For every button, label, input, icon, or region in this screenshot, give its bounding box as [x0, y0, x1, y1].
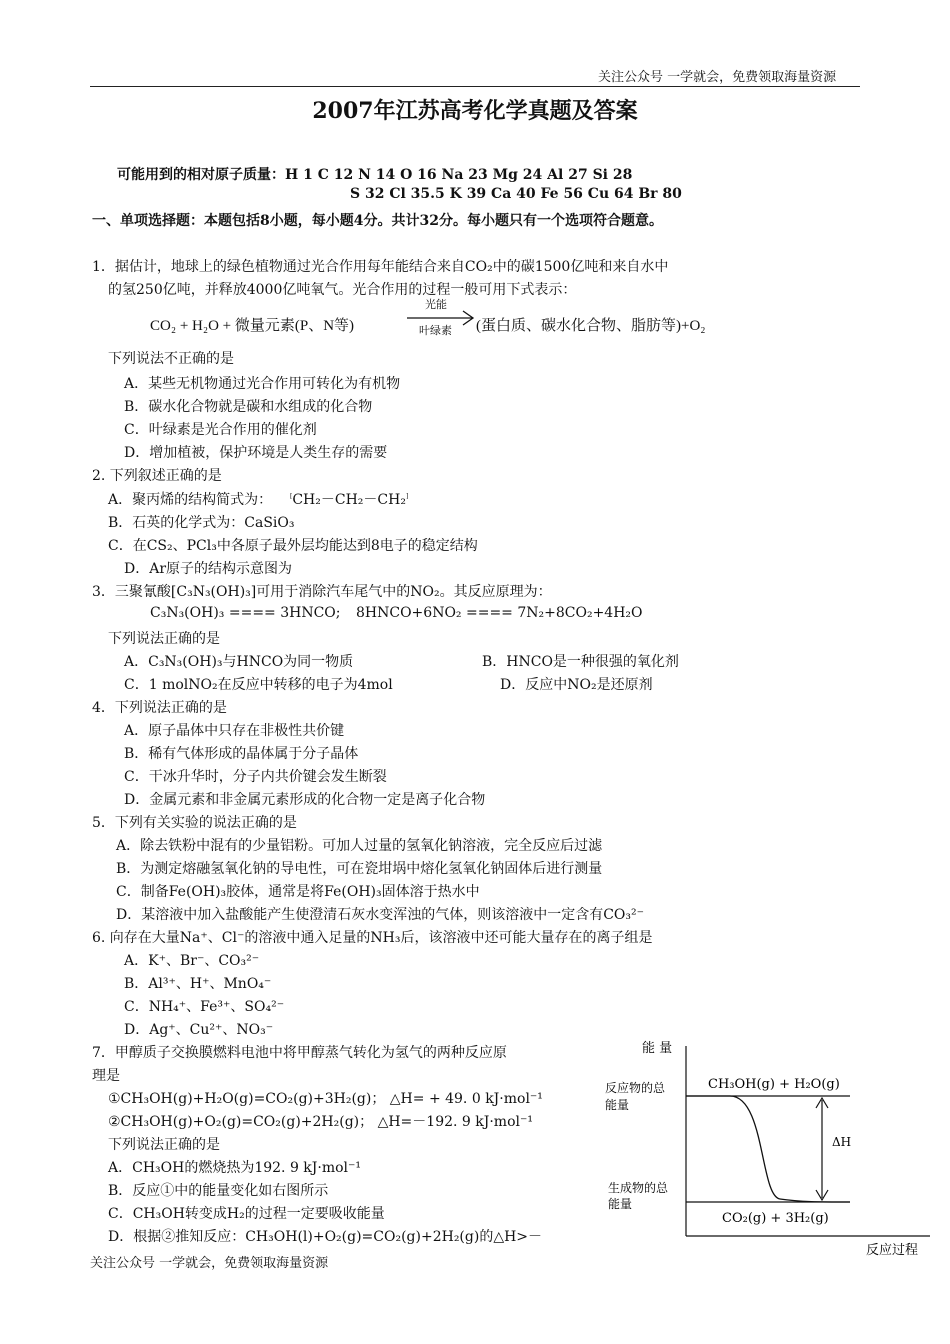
q7-line1: 7．甲醇质子交换膜燃料电池中将甲醇蒸气转化为氢气的两种反应原 — [92, 1045, 507, 1061]
q1-line1: 1．据估计，地球上的绿色植物通过光合作用每年能结合来自CO₂中的碳1500亿吨和来自水中 — [92, 259, 669, 275]
q6-stem: 6. 向存在大量Na⁺、Cl⁻的溶液中通入足量的NH₃后，该溶液中还可能大量存在的离子组是 — [92, 930, 653, 946]
q1-stem: 下列说法不正确的是 — [108, 351, 234, 367]
diagram-product-label-2: 能量 — [608, 1197, 633, 1211]
q2-option-a: A．聚丙烯的结构简式为： — [108, 492, 273, 508]
q7-option-d: D．根据②推知反应：CH₃OH(l)+O₂(g)=CO₂(g)+2H₂(g)的△H>－ — [108, 1229, 543, 1245]
q3-option-d: D．反应中NO₂是还原剂 — [500, 677, 653, 693]
q1-option-c: C．叶绿素是光合作用的催化剂 — [124, 422, 317, 438]
q4-stem: 4．下列说法正确的是 — [92, 700, 227, 716]
q3-option-a: A．C₃N₃(OH)₃与HNCO为同一物质 — [124, 654, 354, 670]
q1-equation-right: (蛋白质、碳水化合物、脂肪等)+O₂ — [476, 318, 706, 334]
section-heading: 一、单项选择题：本题包括8小题，每小题4分。共计32分。每小题只有一个选项符合题意。 — [92, 213, 663, 229]
q4-option-c: C．干冰升华时，分子内共价键会发生断裂 — [124, 769, 387, 785]
q7-line2: 理是 — [92, 1068, 120, 1084]
diagram-products: CO₂(g) + 3H₂(g) — [722, 1211, 829, 1226]
diagram-xlabel: 反应过程 — [866, 1243, 919, 1258]
q3-equation-2: 8HNCO+6NO₂ ==== 7N₂+8CO₂+4H₂O — [356, 605, 643, 621]
diagram-reactant-label-2: 能量 — [605, 1098, 630, 1112]
q4-option-d: D．金属元素和非金属元素形成的化合物一定是离子化合物 — [124, 792, 486, 808]
q2-option-d: D．Ar原子的结构示意图为 — [124, 561, 293, 577]
q1-reaction-arrow — [405, 296, 475, 338]
q5-option-c: C．制备Fe(OH)₃胶体，通常是将Fe(OH)₃固体溶于热水中 — [116, 884, 480, 900]
page-title: 2007年江苏高考化学真题及答案 — [312, 98, 638, 124]
q3-option-c: C．1 molNO₂在反应中转移的电子为4mol — [124, 677, 393, 693]
energy-diagram — [600, 1036, 940, 1266]
bracket-left-icon: [ — [290, 493, 293, 500]
diagram-ylabel: 能 量 — [642, 1041, 673, 1056]
q6-option-d: D．Ag⁺、Cu²⁺、NO₃⁻ — [124, 1022, 274, 1038]
q2-option-a-formula: [CH₂－CH₂－CH₂] — [290, 492, 409, 508]
q5-option-b: B．为测定熔融氢氧化钠的导电性，可在瓷坩埚中熔化氢氧化钠固体后进行测量 — [116, 861, 603, 877]
q6-option-c: C．NH₄⁺、Fe³⁺、SO₄²⁻ — [124, 999, 285, 1015]
q2-option-b: B．石英的化学式为：CaSiO₃ — [108, 515, 295, 531]
q2-stem: 2. 下列叙述正确的是 — [92, 468, 222, 484]
header-rule — [90, 86, 860, 87]
diagram-energy-curve — [686, 1096, 850, 1202]
diagram-reactants: CH₃OH(g) + H₂O(g) — [708, 1077, 840, 1092]
q5-option-d: D．某溶液中加入盐酸能产生使澄清石灰水变浑浊的气体，则该溶液中一定含有CO₃²⁻ — [116, 907, 645, 923]
q1-option-a: A．某些无机物通过光合作用可转化为有机物 — [124, 376, 401, 392]
diagram-reactant-label-1: 反应物的总 — [605, 1081, 666, 1095]
q4-option-a: A．原子晶体中只存在非极性共价键 — [124, 723, 345, 739]
q1-equation-left: CO₂ + H₂O + 微量元素(P、N等) — [150, 318, 355, 334]
q3-option-b: B．HNCO是一种很强的氧化剂 — [482, 654, 679, 670]
diagram-product-label-1: 生成物的总 — [608, 1181, 669, 1195]
atomic-masses-line2: S 32 Cl 35.5 K 39 Ca 40 Fe 56 Cu 64 Br 80 — [350, 186, 682, 202]
q3-equation-1: C₃N₃(OH)₃ ==== 3HNCO; — [150, 605, 341, 621]
q5-stem: 5．下列有关实验的说法正确的是 — [92, 815, 297, 831]
q3-stem: 3．三聚氰酸[C₃N₃(OH)₃]可用于消除汽车尾气中的NO₂。其反应原理为： — [92, 584, 552, 600]
diagram-dh-label: ΔH — [832, 1135, 852, 1149]
q7-option-c: C．CH₃OH转变成H₂的过程一定要吸收能量 — [108, 1206, 385, 1222]
atomic-masses-line1: 可能用到的相对原子质量：H 1 C 12 N 14 O 16 Na 23 Mg 24 Al 27 Si 28 — [117, 167, 633, 183]
arrow-label-top: 光能 — [425, 298, 447, 311]
q7-reaction-2: ②CH₃OH(g)+O₂(g)=CO₂(g)+2H₂(g)； △H=－192. 9 kJ·mol⁻¹ — [108, 1114, 533, 1130]
q3-sub: 下列说法正确的是 — [108, 631, 220, 647]
header-note: 关注公众号 一学就会，免费领取海量资源 — [598, 70, 837, 85]
footer-note: 关注公众号 一学就会，免费领取海量资源 — [90, 1256, 329, 1271]
q4-option-b: B．稀有气体形成的晶体属于分子晶体 — [124, 746, 359, 762]
q7-reaction-1: ①CH₃OH(g)+H₂O(g)=CO₂(g)+3H₂(g)； △H= + 49. 0 kJ·mol⁻¹ — [108, 1091, 543, 1107]
q7-option-a: A．CH₃OH的燃烧热为192. 9 kJ·mol⁻¹ — [108, 1160, 362, 1176]
q7-option-b: B．反应①中的能量变化如右图所示 — [108, 1183, 329, 1199]
q1-option-b: B．碳水化合物就是碳和水组成的化合物 — [124, 399, 373, 415]
arrow-label-bottom: 叶绿素 — [419, 324, 452, 337]
q6-option-a: A．K⁺、Br⁻、CO₃²⁻ — [124, 953, 260, 969]
q5-option-a: A．除去铁粉中混有的少量铝粉。可加人过量的氢氧化钠溶液，完全反应后过滤 — [116, 838, 603, 854]
bracket-right-icon: ] — [405, 493, 409, 500]
q1-option-d: D．增加植被，保护环境是人类生存的需要 — [124, 445, 388, 461]
q2-option-c: C．在CS₂、PCl₃中各原子最外层均能达到8电子的稳定结构 — [108, 538, 478, 554]
q1-line2: 的氢250亿吨，并释放4000亿吨氧气。光合作用的过程一般可用下式表示： — [108, 282, 577, 298]
q7-sub: 下列说法正确的是 — [108, 1137, 220, 1153]
q6-option-b: B．Al³⁺、H⁺、MnO₄⁻ — [124, 976, 272, 992]
